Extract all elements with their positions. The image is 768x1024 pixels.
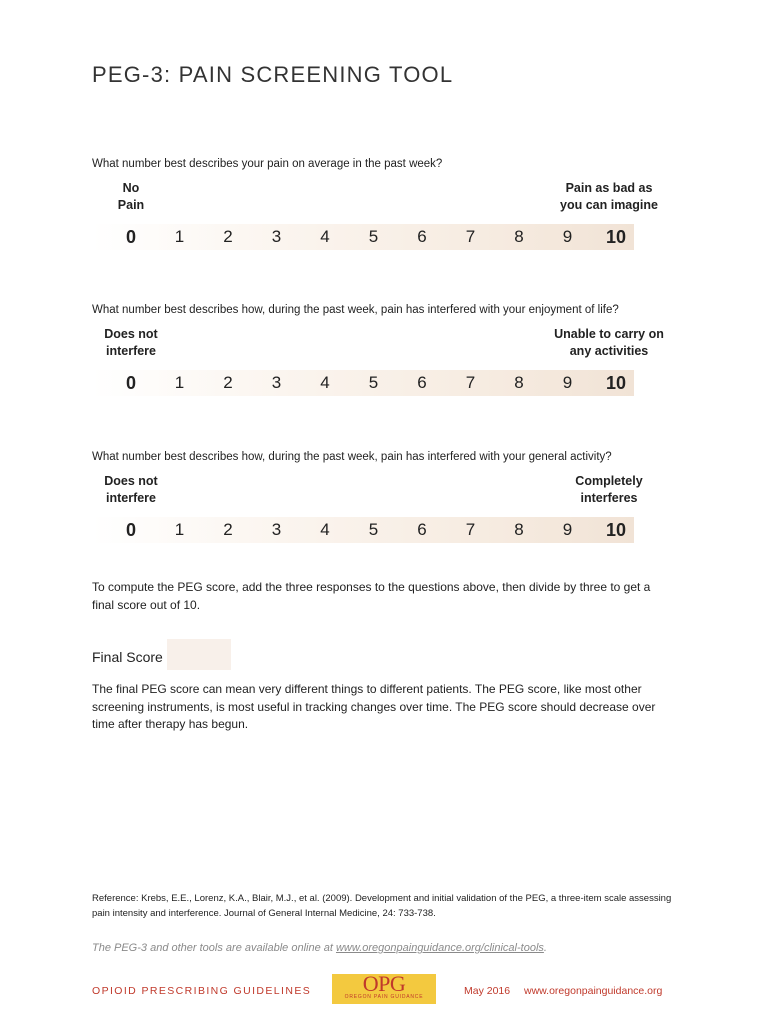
rating-6[interactable]: 6 bbox=[417, 520, 427, 539]
rating-7[interactable]: 7 bbox=[465, 373, 476, 392]
footer-date: May 2016 bbox=[464, 985, 511, 997]
question-3-anchors bbox=[92, 473, 692, 511]
question-3-text: What number best describes how, during the past week, pain has interfered with your general activity? bbox=[92, 451, 612, 463]
final-score-label: Final Score bbox=[92, 649, 163, 665]
rating-3[interactable]: 3 bbox=[271, 373, 282, 392]
rating-1[interactable]: 1 bbox=[174, 373, 185, 392]
rating-1[interactable]: 1 bbox=[174, 227, 185, 246]
rating-9[interactable]: 9 bbox=[562, 373, 573, 392]
question-1-text: What number best describes your pain on average in the past week? bbox=[92, 158, 443, 170]
rating-9[interactable]: 9 bbox=[562, 227, 573, 246]
rating-10[interactable]: 10 bbox=[605, 373, 627, 393]
clinical-tools-link[interactable]: www.oregonpainguidance.org/clinical-tools bbox=[335, 942, 544, 954]
rating-4[interactable]: 4 bbox=[320, 520, 330, 539]
final-score-field[interactable] bbox=[167, 639, 231, 670]
rating-9[interactable]: 9 bbox=[562, 520, 573, 539]
question-1-left-anchor: No Pain bbox=[117, 181, 145, 212]
rating-5[interactable]: 5 bbox=[368, 373, 379, 392]
rating-6[interactable]: 6 bbox=[417, 227, 427, 246]
question-3-rating-scale bbox=[92, 517, 634, 543]
question-1 bbox=[92, 158, 692, 250]
reference-citation: Reference: Krebs, E.E., Lorenz, K.A., Blair, M.J., et al. (2009). Development and initial validation of the PEG, a three-item scale assessing pain intensity and interference. Journal of General Internal Medicine, 24: 733-738. bbox=[92, 893, 672, 919]
question-2-text: What number best describes how, during the past week, pain has interfered with your enjoyment of life? bbox=[92, 304, 619, 316]
rating-10[interactable]: 10 bbox=[605, 520, 627, 540]
rating-1[interactable]: 1 bbox=[174, 520, 185, 539]
rating-3[interactable]: 3 bbox=[271, 227, 282, 246]
rating-4[interactable]: 4 bbox=[320, 373, 330, 392]
rating-0[interactable]: 0 bbox=[125, 373, 136, 393]
question-2-left-anchor: Does not interfere bbox=[104, 327, 158, 358]
score-explanation: The final PEG score can mean very different things to different patients. The PEG score, like most other screening instruments, is most useful in tracking changes over time. The PEG score should decrease over time after therapy has begun. bbox=[92, 682, 656, 731]
rating-4[interactable]: 4 bbox=[320, 227, 330, 246]
opg-logo: OPG OREGON PAIN GUIDANCE bbox=[332, 974, 436, 1004]
question-3 bbox=[92, 451, 692, 543]
rating-10[interactable]: 10 bbox=[605, 227, 627, 247]
rating-8[interactable]: 8 bbox=[514, 227, 524, 246]
rating-0[interactable]: 0 bbox=[125, 520, 136, 540]
rating-2[interactable]: 2 bbox=[223, 520, 233, 539]
compute-instructions: To compute the PEG score, add the three responses to the questions above, then divide by three to get a final score out of 10. bbox=[92, 580, 651, 612]
question-2 bbox=[92, 304, 692, 396]
question-3-right-anchor: Completely interferes bbox=[575, 474, 643, 505]
page-title: PEG-3: PAIN SCREENING TOOL bbox=[92, 62, 454, 87]
rating-2[interactable]: 2 bbox=[223, 373, 233, 392]
question-2-right-anchor: Unable to carry on any activities bbox=[554, 327, 664, 358]
question-2-anchors bbox=[92, 326, 692, 364]
rating-7[interactable]: 7 bbox=[465, 520, 476, 539]
question-3-left-anchor: Does not interfere bbox=[104, 474, 158, 505]
rating-3[interactable]: 3 bbox=[271, 520, 282, 539]
rating-5[interactable]: 5 bbox=[368, 520, 379, 539]
question-1-rating-scale bbox=[92, 224, 634, 250]
question-2-rating-scale bbox=[92, 370, 634, 396]
question-1-anchors bbox=[92, 180, 692, 218]
rating-7[interactable]: 7 bbox=[465, 227, 476, 246]
rating-6[interactable]: 6 bbox=[417, 373, 427, 392]
rating-5[interactable]: 5 bbox=[368, 227, 379, 246]
question-1-right-anchor: Pain as bad as you can imagine bbox=[560, 181, 658, 212]
footer-website-link[interactable]: www.oregonpainguidance.org bbox=[524, 985, 663, 997]
footer-guidelines-title: OPIOID PRESCRIBING GUIDELINES bbox=[92, 985, 312, 997]
rating-0[interactable]: 0 bbox=[125, 227, 136, 247]
online-availability-note: The PEG-3 and other tools are available online at www.oregonpainguidance.org/clinical-tools. bbox=[92, 942, 547, 954]
rating-2[interactable]: 2 bbox=[223, 227, 233, 246]
rating-8[interactable]: 8 bbox=[514, 520, 524, 539]
rating-8[interactable]: 8 bbox=[514, 373, 524, 392]
